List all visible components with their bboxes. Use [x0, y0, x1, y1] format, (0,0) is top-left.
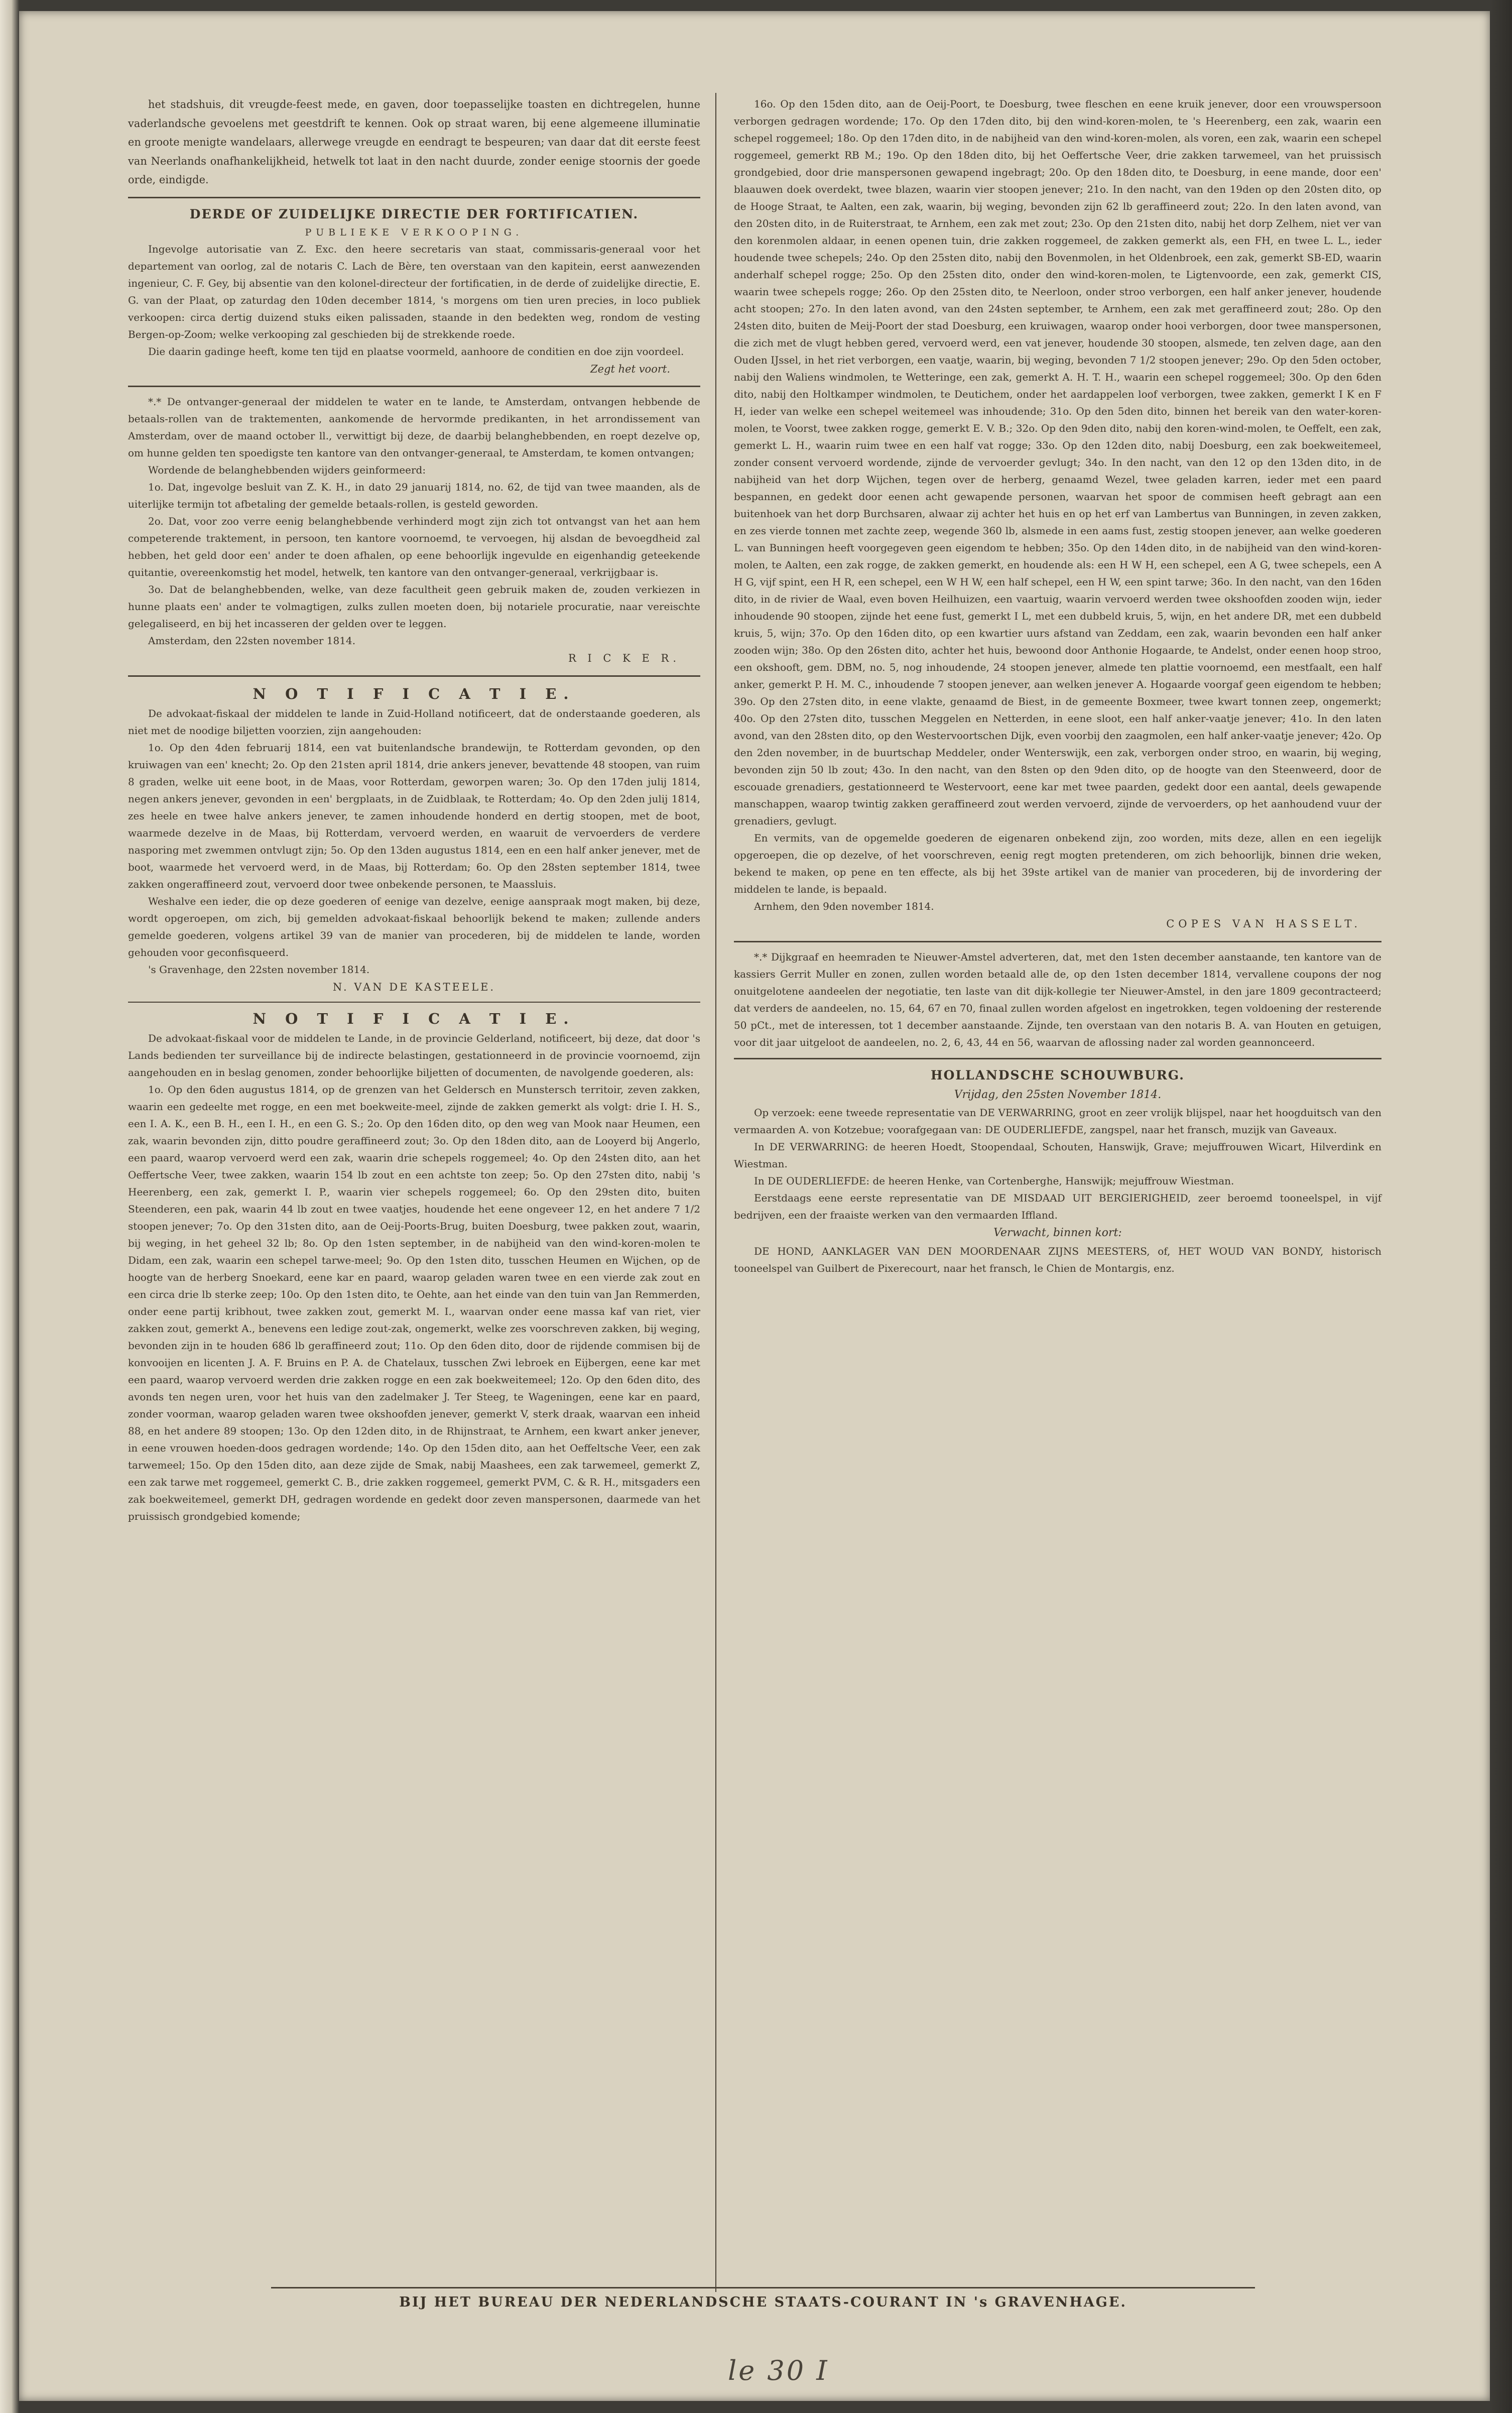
dijkgraaf-notice: *.* Dijkgraaf en heemraden te Nieuwer-Amstel adverteren, dat, met den 1sten december aanstaande, ten kantore van de kassiers Gerrit Muller en zonen, zullen worden betaald alle de, op den 1sten december 1814, vervallene coupons der nog onuitgelotene aandeelen der negotiatie, ten laste van dit dijk-kollegie ter Nieuwer-Amstel, in den jare 1809 gecontracteerd; dat verders de aandeelen, no. 15, 64, 67 en 70, finaal zullen worden afgelost en ingetrokken, tegen voldoening der resterende 50 pCt., met de interessen, tot 1 december aanstaande. Zijnde, ten overstaan van den notaris B. A. van Houten en getuigen, voor dit jaar uitgeloot de aandeelen, no. 2, 6, 43, 44 en 56, waarvan de aflossing nader zal worden geannonceerd. — [734, 950, 1381, 1048]
section-rule — [734, 1058, 1381, 1059]
notice-body: De advokaat-fiskaal voor de middelen te Lande, in de provincie Gelderland, notificeert, bij deze, dat door 's Lands bedienden ter surveillance bij de indirecte belastingen, gestationneerd in de provincie voornoemd, zijn aangehouden en in beslag genomen, zonder behoorlijke biljetten of documenten, de navolgende goederen, als: — [128, 1032, 700, 1078]
notice-signature: N. VAN DE KASTEELE. — [332, 981, 496, 993]
fortificatie-notice — [128, 204, 700, 379]
notice-dateline: Amsterdam, den 22sten november 1814. — [148, 635, 356, 647]
notice-date: Vrijdag, den 25sten November 1814. — [954, 1088, 1162, 1101]
section-rule — [734, 941, 1381, 942]
left-column — [128, 95, 700, 1525]
upcoming-performance: Eerstdaags eene eerste representatie van DE MISDAAD UIT BERGIERIGHEID, zeer beroemd tooneelspel, in vijf bedrijven, een der fraaiste werken van den vermaarden Iffland. — [734, 1192, 1381, 1221]
notice-signature: R I C K E R. — [568, 652, 680, 664]
notice-heading: DERDE OF ZUIDELIJKE DIRECTIE DER FORTIFICATIEN. — [189, 206, 639, 221]
notice-heading: N O T I F I C A T I E. — [253, 685, 576, 702]
column-divider — [715, 93, 716, 2292]
notice-body: Op verzoek: eene tweede representatie van DE VERWARRING, groot en zeer vrolijk blijspel, naar het hoogduitsch van den vermaarden A. von Kotzebue; voorafgegaan van: DE OUDERLIEFDE, zangspel, naar het fransch, muzijk van Gaveaux. — [734, 1107, 1381, 1136]
footer-rule — [271, 2287, 1255, 2288]
notice-item: 2o. Dat, voor zoo verre eenig belanghebbende verhinderd mogt zijn zich tot ontvangst van het aan hem competerende traktement, in persoon, ten kantore voornoemd, te vervoegen, hij alsdan de bevoegdheid zal hebben, het geld door een' ander te doen afhalen, op eene behoorlijk ingevulde en eigenhandig geteekende quitantie, overeenkomstig het model, hetwelk, ten kantore van den ontvanger-generaal, verkrijgbaar is. — [128, 515, 700, 578]
notice-dateline: Arnhem, den 9den november 1814. — [754, 900, 934, 912]
section-rule — [128, 1002, 700, 1003]
coming-soon-label: Verwacht, binnen kort: — [993, 1227, 1122, 1239]
notice-items: 1o. Op den 6den augustus 1814, op de grenzen van het Geldersch en Munstersch territoir, zeven zakken, waarin een gedeelte met rogge, en een met boekweite-meel, zijnde de zakken gemerkt als volgt: drie I. H. S., een I. A. K., een B. H., een I. H., en een G. S.; 2o. Op den 16den dito, op den weg van Mook naar Heumen, een zak, waarin bevonden zijn, ditto poudre geraffineerd zout; 3o. Op den 18den dito, aan de Looyerd bij Angerlo, een paard, waarop vervoerd werd een zak, waarin drie schepels roggemeel; 4o. Op den 24sten dito, aan het Oeffertsche Veer, twee zakken, waarin 154 lb zout en een achtste ton zeep; 5o. Op den 27sten dito, nabij 's Heerenberg, een zak, gemerkt I. P., waarin vier schepels roggemeel; 6o. Op den 29sten dito, buiten Steenderen, een pak, waarin 44 lb zout en twee vaatjes, houdende het eene ongeveer 12, en het andere 7 1/2 stoopen jenever; 7o. Op den 31sten dito, aan de Oeij-Poorts-Brug, buiten Doesburg, twee pakken zout, waarin, bij weging, in het geheel 32 lb; 8o. Op den 1sten september, in de nabijheid van den wind-koren-molen te Didam, een zak, waarin een schepel tarwe-meel; 9o. Op den 1sten dito, tusschen Heumen en Wijchen, op de hoogte van de herberg Snoekard, eene kar en paard, waarop geladen waren twee en een vierde zak zout en een circa drie lb sterke zeep; 10o. Op den 1sten dito, te Oehte, aan het einde van den tuin van Jan Remmerden, onder eene partij kribhout, twee zakken zout, gemerkt M. I., waarvan onder eene massa kaf van riet, vier zakken zout, gemerkt A., benevens een ledige zout-zak, ongemerkt, welke zes voorschreven zakken, bij weging, bevonden zijn in te houden 686 lb geraffineerd zout; 11o. Op den 6den dito, door de rijdende commisen bij de konvooijen en licenten J. A. F. Bruins en P. A. de Chatelaux, tusschen Zwi lebroek en Eijbergen, eene kar met een paard, waarop vervoerd werden drie zakken rogge en een zak boekweitemeel; 12o. Op den 6den dito, des avonds ten negen uren, voor het huis van den zadelmaker J. Ter Steeg, te Wageningen, eene kar en paard, zonder voorman, waarop geladen waren twee okshoofden jenever, gemerkt V, sterk draak, waarvan een inheid 88, en het andere 89 stoopen; 13o. Op den 12den dito, in de Rhijnstraat, te Arnhem, een kwart anker jenever, in eene vrouwen hoeden-doos gedragen wordende; 14o. Op den 15den dito, aan het Oeffeltsche Veer, een zak tarwemeel; 15o. Op den 15den dito, aan deze zijde de Smak, nabij Maashees, een zak tarwemeel, gemerkt Z, een zak tarwe met roggemeel, gemerkt C. B., drie zakken roggemeel, gemerkt PVM, C. & R. H., mitsgaders een zak boekweitemeel, gemerkt DH, gedragen wordende en gedekt door zeven manspersonen, daarmede van het pruissisch grondgebied komende; — [128, 1083, 700, 1522]
notice-subheading: PUBLIEKE VERKOOPING. — [305, 226, 524, 238]
scan-edge-left — [0, 0, 19, 2413]
intro-paragraph: het stadshuis, dit vreugde-feest mede, en gaven, door toepasselijke toasten en dichtregelen, hunne vaderlandsche gevoelens met geestdrift te kennen. Ook op straat waren, bij eene algemeene illuminatie en groote menigte wandelaars, allerwege vreugde en eendragt te bespeuren; van daar dat dit eerste feest van Neerlands onafhankelijkheid, hetwelk tot laat in den nacht duurde, zonder eenige stoornis der goede orde, eindigde. — [128, 98, 700, 186]
handwritten-annotation: le 30 I — [728, 2355, 829, 2386]
cast-list: In DE VERWARRING: de heeren Hoedt, Stoopendaal, Schouten, Hanswijk, Grave; mejuffrouwen Wicart, Hilverdink en Wiestman. — [734, 1141, 1381, 1170]
scan-edge-right — [1490, 0, 1512, 2413]
notice-closing: En vermits, van de opgemelde goederen de eigenaren onbekend zijn, zoo worden, mits deze, allen en een iegelijk opgeroepen, die op dezelve, of het voorschreven, eenig regt mogten pretenderen, om zich behoorlijk, binnen drie weken, bekend te maken, op pene en ten effecte, als bij het 39ste artikel van de manier van procederen, bij de invordering der middelen te lande, is bepaald. — [734, 832, 1381, 895]
section-rule — [128, 675, 700, 677]
right-column — [734, 95, 1381, 1277]
notice-items-continued: 16o. Op den 15den dito, aan de Oeij-Poort, te Doesburg, twee fleschen en eene kruik jenever, door een vrouwspersoon verborgen gedragen wordende; 17o. Op den 17den dito, bij den wind-koren-molen, te 's Heerenberg, een zak, waarin een schepel roggemeel; 18o. Op den 17den dito, in de nabijheid van den wind-koren-molen, als voren, een zak, waarin een schepel roggemeel, gemerkt RB M.; 19o. Op den 18den dito, bij het Oeffertsche Veer, drie zakken tarwemeel, van het pruissisch grondgebied, door drie manspersonen gewapend ingebragt; 20o. Op den 18den dito, te Doesburg, in eene mande, door een' blaauwen doek overdekt, twee blazen, waarin vier stoopen jenever; 21o. In den nacht, van den 19den op den 20sten dito, op de Hooge Straat, te Aalten, een zak, waarin, bij weging, bevonden zijn 62 lb geraffineerd zout; 22o. In den laten avond, van den 20sten dito, in de Ruiterstraat, te Arnhem, een zak met zout; 23o. Op den 21sten dito, nabij het dorp Zelhem, niet ver van den korenmolen aldaar, in eenen openen tuin, drie zakken roggemeel, de zakken gemerkt als, een FH, en twee L. L., ieder houdende twee schepels; 24o. Op den 25sten dito, nabij den Bovenmolen, in het Oldenbroek, een zak, gemerkt SB-ED, waarin anderhalf schepel rogge; 25o. Op den 25sten dito, onder den wind-koren-molen, te Ligtenvoorde, een zak, gemerkt CIS, waarin twee schepels rogge; 26o. Op den 25sten dito, te Neerloon, onder stroo verborgen, een half anker jenever, houdende acht stoopen; 27o. In den laten avond, van den 24sten september, te Arnhem, een zak met geraffineerd zout; 28o. Op den 24sten dito, buiten de Meij-Poort der stad Doesburg, een kruiwagen, waarop onder hooi verborgen, door twee manspersonen, die zich met de vlugt hebben gered, vervoerd werd, een vat jenever, houdende 30 stoopen, alsmede, ten zelven dage, aan den Ouden IJssel, in het riet verborgen, een vaatje, waarin, bij weging, bevonden 7 1/2 stoopen jenever; 29o. Op den 5den october, nabij den Waliens windmolen, te Wetteringe, een zak, gemerkt A. H. T. H., waarin een schepel roggemeel; 30o. Op den 6den dito, nabij den Holtkamper windmolen, te Deutichem, onder het aardappelen loof verborgen, twee zakken, gemerkt I K en F H, ieder van welke een schepel weitemeel was inhoudende; 31o. Op den 5den dito, binnen het bereik van den water-koren-molen, te Voorst, twee zakken rogge, gemerkt E. V. B.; 32o. Op den 9den dito, nabij den koren-wind-molen, te Oeffelt, een zak, gemerkt L. H., waarin ruim twee en een half vat rogge; 33o. Op den 12den dito, nabij Doesburg, een zak boekweitemeel, zonder consent vervoerd wordende, zijnde de vervoerder gevlugt; 34o. In den nacht, van den 12 op den 13den dito, in de nabijheid van het dorp Wijchen, tegen over de herberg, genaamd Wezel, twee geladen karren, ieder met een paard bespannen, en gedekt door eenen acht gewapende personen, waarvan het spoor de commisen heeft gebragt aan een buitenhoek van het dorp Burchsaren, alwaar zij achter het huis en op het erf van Lambertus van Bunningen, in zeven zakken, en zes vierde tonnen met zachte zeep, wegende 360 lb, alsmede in een aams fust, zestig stoopen jenever, aan welke goederen L. van Bunningen heeft voorgegeven geen eigendom te hebben; 35o. Op den 14den dito, in de nabijheid van den wind-koren-molen, te Aalten, een zak rogge, de zakken gemerkt, en houdende als: een H W H, een schepel, een A G, twee schepels, een A H G, vijf spint, een H R, een schepel, een W H W, een half schepel, een H W, een spint tarwe; 36o. In den nacht, van den 16den dito, in de rivier de Waal, even boven Heilhuizen, een vaartuig, waarin vervoerd werden twee okshoofden zooden wijn, ieder inhoudende 90 stoopen, zijnde het eene fust, gemerkt I L, met een dubbeld kruis, 5, wijn, en het andere DR, met een dubbeld kruis, 5, wijn; 37o. Op den 16den dito, op een kwartier uurs afstand van Zeddam, een zak, waarin bevonden een half anker zooden wijn; 38o. Op den 26sten dito, achter het huis, bewoond door Anthonie Hogaarde, te Andelst, onder eenen hoop stroo, een okshooft, gem. DBM, no. 5, nog inhoudende, 24 stoopen jenever, almede ten plattie voornoemd, een mestfaalt, een half anker, gemerkt P. H. M. C., inhoudende 7 stoopen jenever, aan welken jenever A. Hogaarde voorgaf geen eigendom te hebben; 39o. Op den 27sten dito, in eene vlakte, genaamd de Biest, in de gemeente Boxmeer, twee kwart tonnen zeep, ongemerkt; 40o. Op den 27sten dito, tusschen Meggelen en Netterden, in eene sloot, een half anker-vaatje jenever; 41o. In den laten avond, van den 28sten dito, op den Westervoortschen Dijk, even voorbij den zaagmolen, een half anker-vaatje jenever; 42o. Op den 2den november, in de buurtschap Meddeler, onder Wenterswijk, een zak, verborgen onder stroo, en waarin, bij weging, bevonden zijn 50 lb zout; 43o. In den nacht, van den 8sten op den 9den dito, op de hoogte van den Steenweerd, door de escouade grenadiers, gestationneerd te Westervoort, eene kar met twee paarden, gedekt door een aantal, deels gewapende manschappen, waarop twintig zakken geraffineerd zout werden vervoerd, zijnde de vervoerders, op het aanhoudend vuur der grenadiers, gevlugt. — [734, 98, 1381, 827]
section-rule — [128, 386, 700, 387]
notice-dateline: 's Gravenhage, den 22sten november 1814. — [148, 963, 370, 976]
notice-items: 1o. Op den 4den februarij 1814, een vat buitenlandsche brandewijn, te Rotterdam gevonden, op den kruiwagen van een' knecht; 2o. Op den 21sten april 1814, drie ankers jenever, bevattende 48 stoopen, van ruim 8 graden, welke uit eene boot, in de Maas, voor Rotterdam, geworpen waren; 3o. Op den 17den julij 1814, negen ankers jenever, gevonden in een' bergplaats, in de Zuidblaak, te Rotterdam; 4o. Op den 2den julij 1814, zes heele en twee halve ankers jenever, te zamen inhoudende honderd en dertig stoopen, met de boot, waarmede dezelve in de Maas, bij Rotterdam, vervoerd werden, en waaruit de vervoerders de verdere nasporing met zwemmen ontvlugt zijn; 5o. Op den 13den augustus 1814, een en een half anker jenever, met de boot, waarmede het vervoerd werd, in de Maas, bij Rotterdam; 6o. Op den 28sten september 1814, twee zakken ongeraffineerd zout, vervoerd door twee onbekende personen, te Maassluis. — [128, 741, 700, 890]
notice-signature: Zegt het voort. — [590, 363, 670, 375]
notificatie-zuid-holland — [128, 683, 700, 997]
notice-item: 1o. Dat, ingevolge besluit van Z. K. H., in dato 29 januarij 1814, no. 62, de tijd van twee maanden, als de uiterlijke termijn tot afbetaling der gemelde betaals-rollen, is gesteld geworden. — [128, 481, 700, 510]
cast-list: In DE OUDERLIEFDE: de heeren Henke, van Cortenberghe, Hanswijk; mejuffrouw Wiestman. — [754, 1175, 1234, 1187]
notice-heading: N O T I F I C A T I E. — [253, 1010, 576, 1027]
ontvanger-notice — [128, 393, 700, 668]
schouwburg-notice — [734, 1065, 1381, 1277]
notice-body-2: Die daarin gadinge heeft, kome ten tijd en plaatse voormeld, aanhoore de conditien en doe zijn voordeel. — [148, 345, 684, 357]
notice-signature: COPES VAN HASSELT. — [1166, 918, 1361, 930]
notice-item: 3o. Dat de belanghebbenden, welke, van deze facultheit geen gebruik maken de, zouden verkiezen in hunne plaats een' ander te volmagtigen, zulks zullen moeten doen, bij notariele procuratie, naar vereischte gelegaliseerd, en bij het incasseren der gelden over te leggen. — [128, 583, 700, 630]
section-rule — [128, 197, 700, 198]
notice-body: Ingevolge autorisatie van Z. Exc. den heere secretaris van staat, commissaris-generaal voor het departement van oorlog, zal de notaris C. Lach de Bère, ten overstaan van den kapitein, eerst aanwezenden ingenieur, C. F. Gey, bij absentie van den kolonel-directeur der fortificatien, in de derde of zuidelijke directie, E. G. van der Plaat, op zaturdag den 10den december 1814, 's morgens om tien uren precies, in loco publiek verkoopen: circa dertig duizend stuks eiken palissaden, staande in den bedekten weg, rondom de vesting Bergen-op-Zoom; welke verkooping zal geschieden bij de strekkende roede. — [128, 243, 700, 340]
notice-closing: Weshalve een ieder, die op deze goederen of eenige van dezelve, eenige aanspraak mogt maken, bij deze, wordt opgeroepen, om zich, bij gemelden advokaat-fiskaal behoorlijk bekend te maken; zullende anders gemelde goederen, volgens artikel 39 van de manier van procederen, bij de middelen te lande, worden gehouden voor geconfisqueerd. — [128, 895, 700, 958]
notificatie-gelderland — [128, 1008, 700, 1525]
notice-heading: HOLLANDSCHE SCHOUWBURG. — [931, 1067, 1185, 1082]
notice-body: *.* De ontvanger-generaal der middelen te water en te lande, te Amsterdam, ontvangen hebbende de betaals-rollen van de traktementen, aankomende de hervormde predikanten, in het arrondissement van Amsterdam, over de maand october ll., verwittigt bij deze, de daarbij belanghebbenden, en roept dezelve op, om hunne gelden ten spoedigste ten kantore van den ontvanger-generaal, te Amsterdam, te komen ontvangen; — [128, 396, 700, 459]
imprint-footer: BIJ HET BUREAU DER NEDERLANDSCHE STAATS-COURANT IN 's GRAVENHAGE. — [399, 2295, 1127, 2310]
notice-intro: Wordende de belanghebbenden wijders geinformeerd: — [148, 464, 426, 476]
coming-soon-body: DE HOND, AANKLAGER VAN DEN MOORDENAAR ZIJNS MEESTERS, of, HET WOUD VAN BONDY, historisch tooneelspel van Guilbert de Pixerecourt, naar het fransch, le Chien de Montargis, enz. — [734, 1245, 1381, 1274]
notice-body: De advokaat-fiskaal der middelen te lande in Zuid-Holland notificeert, dat de onderstaande goederen, als niet met de noodige biljetten voorzien, zijn aangehouden: — [128, 707, 700, 737]
